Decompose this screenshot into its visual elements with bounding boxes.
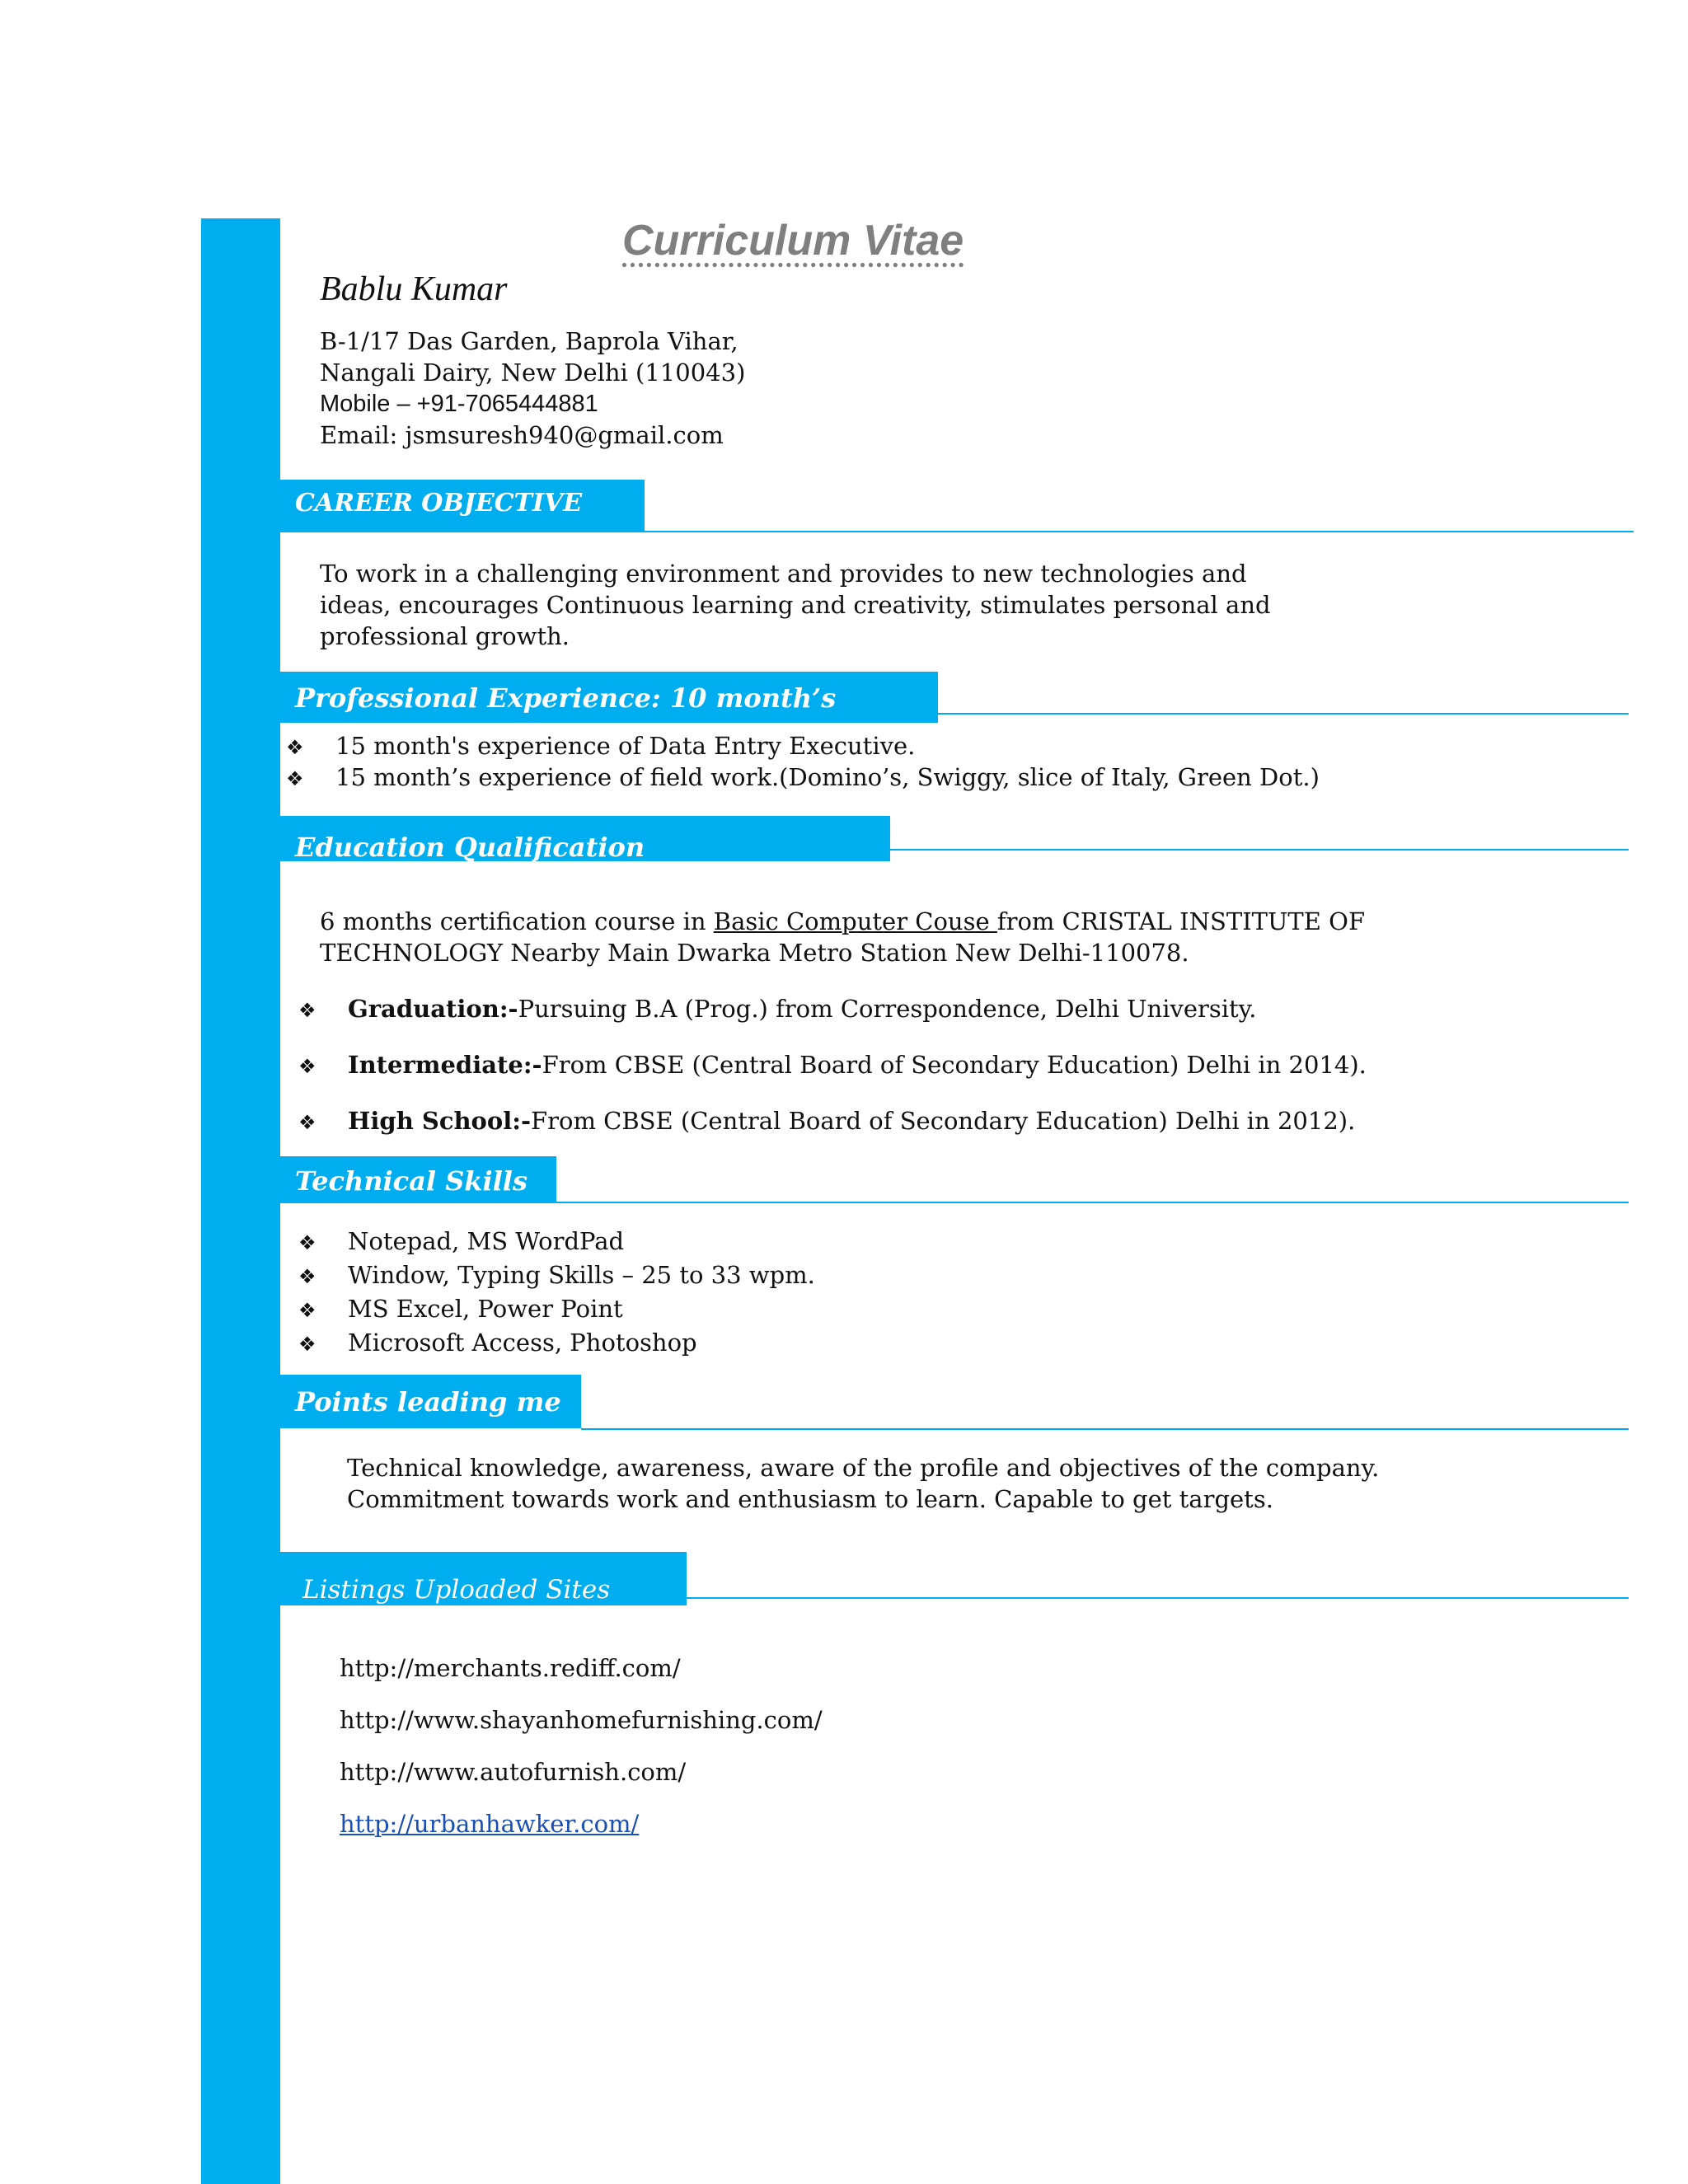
points-heading: Points leading me <box>280 1375 581 1428</box>
list-item: ❖ Graduation:- Pursuing B.A (Prog.) from Correspondence, Delhi University. <box>298 993 1367 1049</box>
mobile-line: Mobile – +91-7065444881 <box>320 391 598 417</box>
career-line-3: professional growth. <box>320 622 570 650</box>
list-item: ❖ MS Excel, Power Point <box>298 1293 815 1327</box>
diamond-bullet-icon: ❖ <box>286 767 304 790</box>
listings-rule <box>687 1597 1629 1599</box>
education-heading: Education Qualification <box>280 816 890 861</box>
diamond-bullet-icon: ❖ <box>298 1231 316 1254</box>
certification-text <box>320 906 1365 968</box>
career-rule <box>645 531 1634 532</box>
experience-heading: Professional Experience: 10 month’s <box>280 672 938 723</box>
education-list <box>298 993 1367 1161</box>
diamond-bullet-icon: ❖ <box>286 736 304 759</box>
listings-heading: Listings Uploaded Sites <box>280 1552 687 1605</box>
career-objective-heading: CAREER OBJECTIVE <box>280 480 645 532</box>
experience-rule <box>938 713 1629 715</box>
experience-list <box>286 731 1320 794</box>
diamond-bullet-icon: ❖ <box>298 1055 316 1078</box>
certification-line-1: 6 months certification course in Basic Computer Couse from CRISTAL INSTITUTE OF <box>320 907 1366 935</box>
candidate-name: Bablu Kumar <box>320 270 508 308</box>
list-item: ❖ 15 month’s experience of field work.(Domino’s, Swiggy, slice of Italy, Green Dot.) <box>286 762 1320 794</box>
diamond-bullet-icon: ❖ <box>298 1333 316 1356</box>
list-item: ❖ Intermediate:- From CBSE (Central Board of Secondary Education) Delhi in 2014). <box>298 1049 1367 1105</box>
document-title: Curriculum Vitae <box>622 217 964 265</box>
sites-list <box>340 1652 823 1860</box>
technical-skills-heading: Technical Skills <box>280 1156 556 1203</box>
education-rule <box>890 849 1629 851</box>
career-objective-text <box>320 558 1271 652</box>
diamond-bullet-icon: ❖ <box>298 999 316 1022</box>
site-url: http://www.shayanhomefurnishing.com/ <box>340 1706 823 1734</box>
certification-line-2: TECHNOLOGY Nearby Main Dwarka Metro Station New Delhi-110078. <box>320 939 1189 967</box>
list-item: ❖ Window, Typing Skills – 25 to 33 wpm. <box>298 1259 815 1293</box>
address-line-1: B-1/17 Das Garden, Baprola Vihar, <box>320 327 738 355</box>
list-item: ❖ 15 month's experience of Data Entry Executive. <box>286 731 1320 762</box>
list-item: ❖ Microsoft Access, Photoshop <box>298 1327 815 1361</box>
list-item: ❖ High School:- From CBSE (Central Board of Secondary Education) Delhi in 2012). <box>298 1105 1367 1161</box>
course-name: Basic Computer Couse <box>713 907 997 935</box>
diamond-bullet-icon: ❖ <box>298 1299 316 1322</box>
site-url: http://www.autofurnish.com/ <box>340 1758 687 1786</box>
career-line-2: ideas, encourages Continuous learning and creativity, stimulates personal and <box>320 591 1271 619</box>
skills-rule <box>556 1202 1629 1203</box>
address-line-2: Nangali Dairy, New Delhi (110043) <box>320 359 746 387</box>
points-line-2: Commitment towards work and enthusiasm to learn. Capable to get targets. <box>347 1485 1273 1513</box>
diamond-bullet-icon: ❖ <box>298 1265 316 1288</box>
points-line-1: Technical knowledge, awareness, aware of the profile and objectives of the company. <box>347 1454 1380 1482</box>
skills-list <box>298 1226 815 1361</box>
points-text <box>347 1452 1379 1515</box>
contact-block <box>320 326 745 451</box>
email-line: Email: jsmsuresh940@gmail.com <box>320 421 724 449</box>
site-link[interactable]: http://urbanhawker.com/ <box>340 1810 640 1838</box>
left-accent-bar <box>201 218 280 2184</box>
site-url: http://merchants.rediff.com/ <box>340 1654 681 1682</box>
points-rule <box>581 1428 1629 1430</box>
career-line-1: To work in a challenging environment and provides to new technologies and <box>320 560 1247 588</box>
list-item: ❖ Notepad, MS WordPad <box>298 1226 815 1259</box>
diamond-bullet-icon: ❖ <box>298 1111 316 1134</box>
